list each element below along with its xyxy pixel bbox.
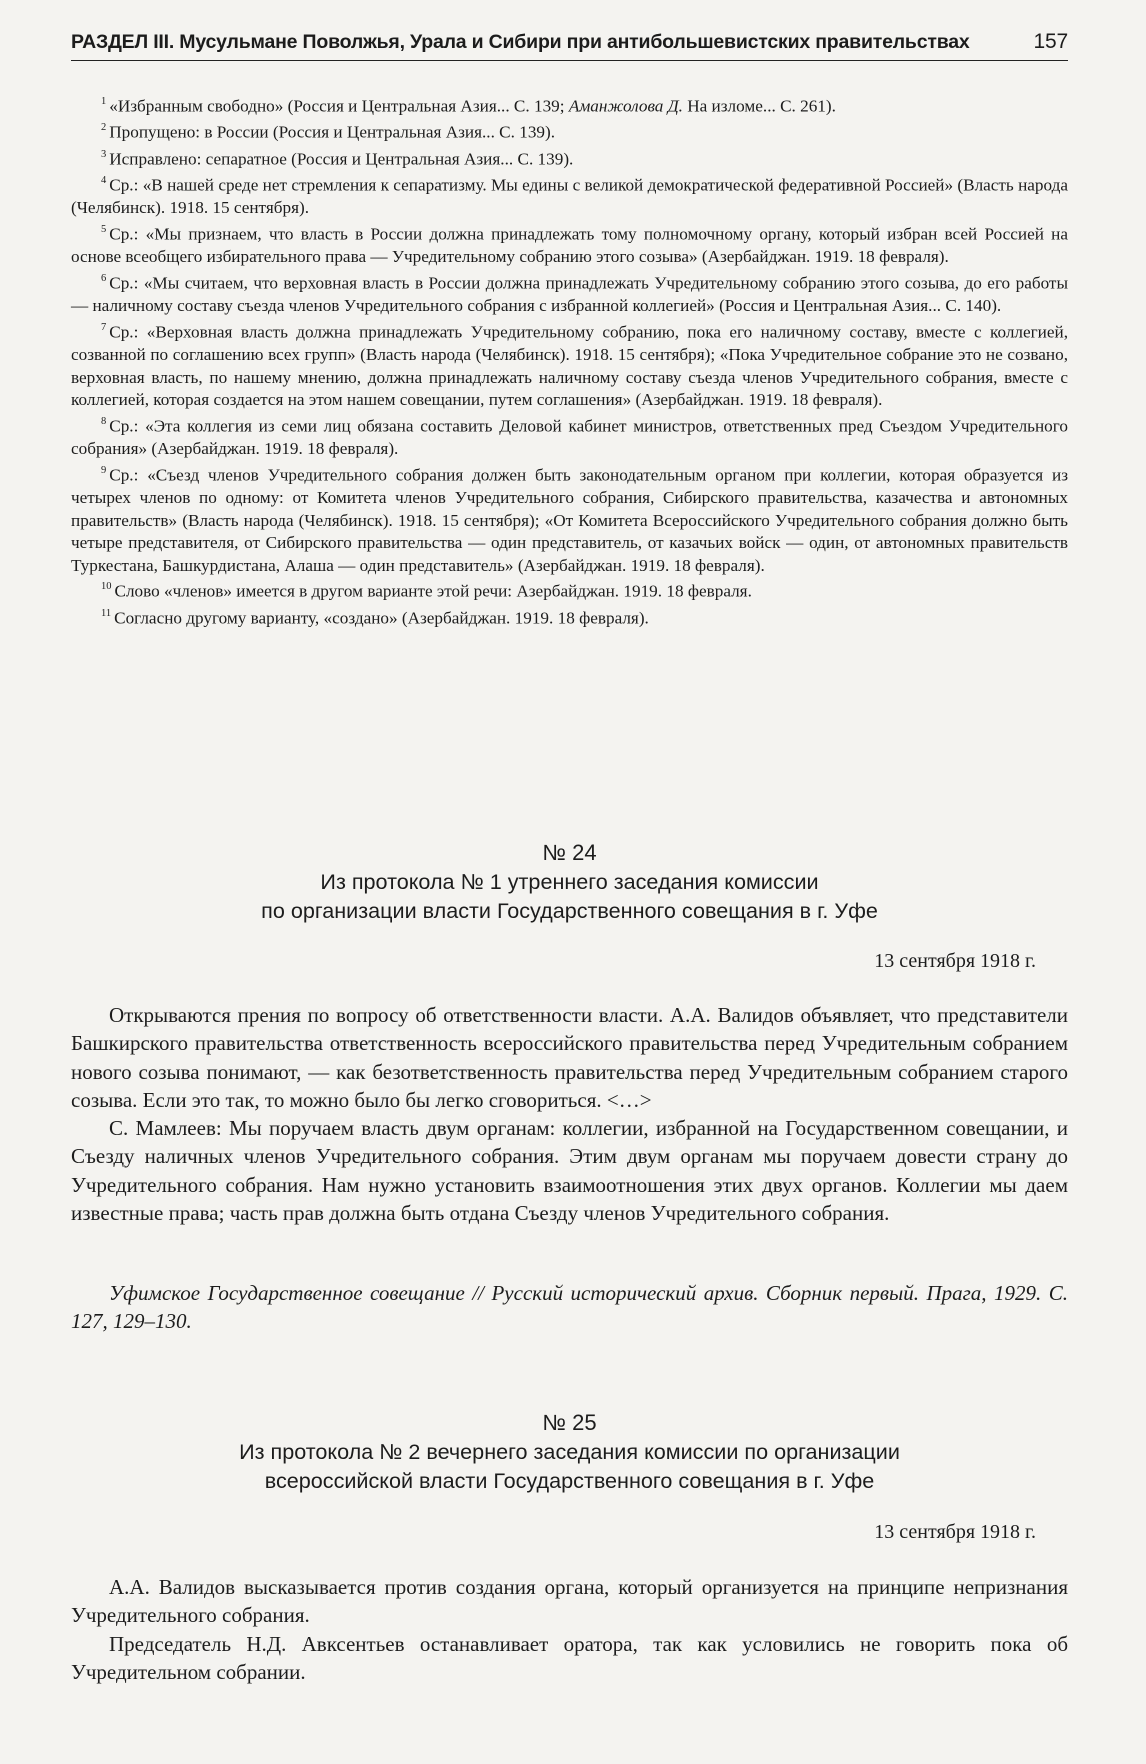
footnote: $^4$ Ср.: «В нашей среде нет стремления к сепаратизму. Мы едины с великой демократической федеративной Россией» (Власть народа (Челябинск). 1918. 15 сентября). [71,174,1068,218]
footnotes [71,92,1068,630]
footnote: $^9$ Ср.: «Съезд членов Учредительного собрания должен быть законодательным органом при коллегии, которая образуется из четырех членов по одному: от Комитета членов Учредительного собрания, Сибирского правительства, казачества и автономных правительств» (Власть народа (Челябинск). 1918. 15 сентября); «От Комитета Всероссийского Учредительного собрания должно быть четыре представителя, от Сибирского правительства — один представитель, от казачьих войск — один, от автономных правительств Туркестана, Башкурдистана, Алаша — один представитель» (Азербайджан. 1919. 18 февраля). [71,464,1068,575]
footnote: $^{11}$ Согласно другому варианту, «создано» (Азербайджан. 1919. 18 февраля). [101,607,649,628]
paragraph: С. Мамлеев: Мы поручаем власть двум органам: коллегии, избранной на Государственном совещании, и Съезду наличных членов Учредительного собрания. Этим двум органам мы поручаем довести страну до Учредительного собрания. Нам нужно установить взаимоотношения этих двух органов. Коллегии мы даем известные права; часть прав должна быть отдана Съезду членов Учредительного собрания. [71,1116,1068,1226]
footnote: $^3$ Исправлено: сепаратное (Россия и Центральная Азия... С. 139). [101,148,574,169]
source-citation: Уфимское Государственное совещание // Русский исторический архив. Сборник первый. Прага, 1929. С. 127, 129–130. [71,1281,1068,1334]
section-title: РАЗДЕЛ III. Мусульмане Поволжья, Урала и Сибири при антибольшевистских правительствах [71,31,970,53]
footnote: $^{10}$ Слово «членов» имеется в другом варианте этой речи: Азербайджан. 1919. 18 февраля. [101,581,752,602]
footnote: $^1$ «Избранным свободно» (Россия и Центральная Азия... С. 139; Аманжолова Д. На изломе... С. 261). [101,96,836,116]
document-24-body [71,1001,1068,1227]
footnote: $^7$ Ср.: «Верховная власть должна принадлежать Учредительному собранию, пока его наличному составу, вместе с коллегией, созванной по соглашению всех групп» (Власть народа (Челябинск). 1918. 15 сентября); «Пока Учредительное собрание это не созвано, верховная власть, по нашему мнению, должна принадлежать наличному составу съезда членов Учредительного собрания, вместе с коллегией, которая создается на этом нашем совещании, путем соглашения» (Азербайджан. 1919. 18 февраля). [71,321,1068,410]
document-date: 13 сентября 1918 г. [874,1521,1036,1543]
document-24-source [71,1279,1068,1336]
paragraph: Открываются прения по вопросу об ответственности власти. А.А. Валидов объявляет, что представители Башкирского правительства ответственность всероссийского правительства перед Учредительным собранием нового созыва понимают, — как безответственность правительства перед Учредительным собранием старого созыва. Если это так, то можно было бы легко сговориться. <…> [71,1003,1068,1112]
footnote: $^2$ Пропущено: в России (Россия и Центральная Азия... С. 139). [101,122,556,143]
document-date: 13 сентября 1918 г. [874,950,1036,972]
document-number: № 24 [542,840,597,865]
footnote: $^6$ Ср.: «Мы считаем, что верховная власть в России должна принадлежать Учредительному собранию этого созыва, до его работы — наличному составу съезда членов Учредительного собрания с избранной коллегией» (Россия и Центральная Азия... С. 140). [71,272,1068,316]
document-25-body [71,1573,1068,1686]
document-title-line: Из протокола № 1 утреннего заседания комиссии [320,869,819,894]
page-number: 157 [1033,30,1068,53]
running-header [71,30,1068,61]
paragraph: А.А. Валидов высказывается против создания органа, который организуется на принципе непризнания Учредительного собрания. [71,1575,1068,1628]
paragraph: Председатель Н.Д. Авксентьев останавливает оратора, так как условились не говорить пока об Учредительном собрании. [71,1631,1068,1684]
document-title-line: всероссийской власти Государственного совещания в г. Уфе [264,1468,875,1493]
document-title-line: Из протокола № 2 вечернего заседания комиссии по организации [239,1439,900,1464]
footnote: $^8$ Ср.: «Эта коллегия из семи лиц обязана составить Деловой кабинет министров, ответственных пред Съездом Учредительного собрания» (Азербайджан. 1919. 18 февраля). [71,415,1068,459]
footnote: $^5$ Ср.: «Мы признаем, что власть в России должна принадлежать тому полномочному органу, который избран всей Россией на основе всеобщего избирательного права — Учредительному собранию этого созыва» (Азербайджан. 1919. 18 февраля). [71,223,1068,267]
document-24-heading [71,838,1068,925]
document-number: № 25 [542,1410,597,1435]
document-title-line: по организации власти Государственного совещания в г. Уфе [261,898,878,923]
document-25-heading [71,1408,1068,1495]
